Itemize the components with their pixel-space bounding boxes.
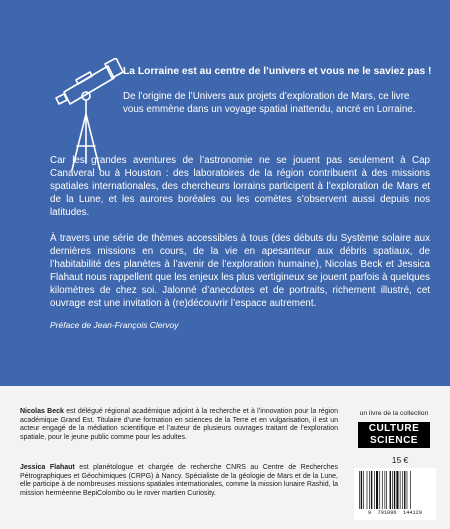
barcode-bar xyxy=(402,471,403,509)
barcode-bar xyxy=(407,471,408,509)
author-name: Jessica Flahaut xyxy=(20,464,75,471)
barcode-bar xyxy=(359,471,360,509)
barcode-bar xyxy=(374,471,375,509)
authors-panel xyxy=(0,386,450,529)
barcode-bar xyxy=(390,471,391,509)
barcode-bar xyxy=(367,471,368,509)
barcode-bar xyxy=(371,471,372,509)
author-bio-jessica-flahaut xyxy=(20,464,338,498)
isbn-part-1: 9 xyxy=(367,510,372,516)
barcode-bar xyxy=(361,471,362,509)
barcode-bar xyxy=(386,471,387,509)
barcode-bar xyxy=(400,471,401,509)
isbn-part-3: 144129 xyxy=(402,510,423,516)
barcode-block xyxy=(354,468,436,520)
barcode-bar xyxy=(396,471,398,509)
culture-science-logo xyxy=(358,422,430,448)
isbn-digits xyxy=(354,510,436,516)
barcode-bar xyxy=(394,471,395,509)
preface-credit: Préface de Jean-François Clervoy xyxy=(50,320,179,330)
collection-label: un livre de la collection xyxy=(359,410,429,417)
blurb-paragraph-intro: De l’origine de l’Univers aux projets d’exploration de Mars, ce livre vous emmène dans un voyage spatial inattendu, ancré en Lorraine. xyxy=(123,91,416,115)
blurb-paragraph-context: Car les grandes aventures de l’astronomie ne se jouent pas seulement à Cap Canaveral ou à Houston : des laboratoires de la région contribuent à des missions spatiales internationales, des chercheurs lorrains participent à l’exploration de Mars et de la Lune, et les aurores boréales ou les comètes s’observent aussi depuis nos latitudes. xyxy=(50,155,430,218)
isbn-part-2: 791096 xyxy=(377,510,397,516)
barcode-bar xyxy=(392,471,393,509)
barcode-bar xyxy=(385,471,386,509)
author-bio-text: est délégué régional académique adjoint à la recherche et à l’innovation pour la région académique Grand Est. Titulaire d’une formation en sciences de la Terre et en vulgarisation, il est un acteur engagé de la médiation scientifique et l’auteur de plusieurs ouvrages traitant de l’exploration spatiale, pour le jeune public comme pour les adultes. xyxy=(20,408,338,441)
barcode-icon xyxy=(358,471,432,509)
logo-line-2: SCIENCE xyxy=(370,435,418,446)
price-tag: 15 € xyxy=(391,455,409,465)
barcode-bar xyxy=(369,471,370,509)
logo-line-1: CULTURE xyxy=(368,423,420,434)
author-bio-nicolas-beck xyxy=(20,408,338,442)
author-name: Nicolas Beck xyxy=(20,408,64,415)
barcode-bar xyxy=(376,471,378,509)
barcode-bar xyxy=(410,471,411,509)
blurb-paragraph-themes: À travers une série de thèmes accessibles à tous (des débuts du Système solaire aux dernières missions en cours, de la vie en apesanteur aux débris spatiaux, de l’habitabilité des planètes à l’avenir de l’exploration humaine), Nicolas Beck et Jessica Flahaut nous rappellent que les enjeux les plus vertigineux se jouent parfois à quelques kilomètres de chez soi. Jalonné d’anecdotes et de portraits, richement illustré, cet ouvrage est une invitation à (re)découvrir l’espace autrement. xyxy=(50,233,430,309)
barcode-bar xyxy=(363,471,364,509)
barcode-bar xyxy=(404,471,405,509)
blurb-headline: La Lorraine est au centre de l’univers et vous ne le saviez pas ! xyxy=(123,66,432,77)
author-bio-text: est planétologue et chargée de recherche CNRS au Centre de Recherches Pétrographiques et Géochimiques (CRPG) à Nancy. Spécialiste de la géologie de Mars et de la Lune, elle participe à de nombreuses missions spatiales internationales, comme la mission lunaire Rashid, la mission hermèenne BepiColombo ou le rover martien Curiosity. xyxy=(20,464,339,497)
barcode-bar xyxy=(382,471,383,509)
barcode-bar xyxy=(379,471,380,509)
